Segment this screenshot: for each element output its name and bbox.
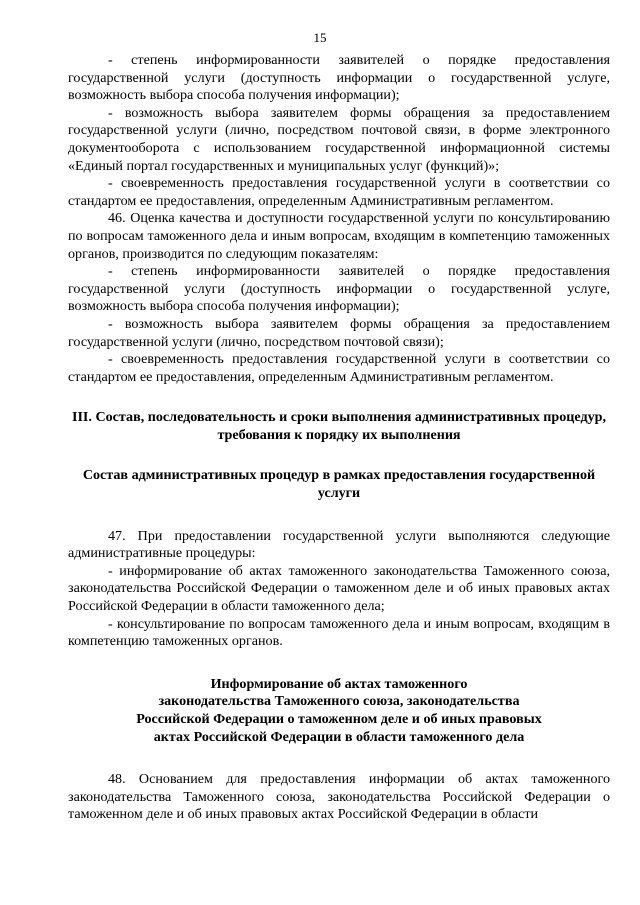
subheading-line: актах Российской Федерации в области таможенного дела	[153, 728, 525, 745]
paragraph: - своевременность предоставления государственной услуги в соответствии со стандартом ее предоставления, определенным Административным регламентом.	[68, 175, 610, 209]
paragraph-item-46: 46. Оценка качества и доступности государственной услуги по консультированию по вопросам таможенного дела и иным вопросам, входящим в компетенцию таможенных органов, производится по следующим показателям:	[68, 210, 610, 262]
subheading-line: законодательства Таможенного союза, законодательства	[158, 693, 520, 710]
subheading-line: Российской Федерации о таможенном деле и об иных правовых	[136, 711, 542, 727]
subheading-procedures: Состав административных процедур в рамках предоставления государственной услуги	[82, 467, 596, 502]
paragraph-item-47: 47. При предоставлении государственной услуги выполняются следующие административные процедуры:	[68, 527, 610, 562]
paragraph: - консультирование по вопросам таможенного дела и иным вопросам, входящим в компетенцию таможенных органов.	[68, 615, 610, 650]
paragraph-item-48: 48. Основанием для предоставления информации об актах таможенного законодательства Таможенного союза, законодательства Российской Федерации о таможенном деле и об иных правовых актах Российской Федерации в области	[68, 771, 610, 823]
page-number: 15	[313, 30, 327, 45]
paragraph: - степень информированности заявителей о порядке предоставления государственной услуги (доступность информации о государственной услуге, возможность выбора способа получения информации);	[68, 263, 610, 315]
paragraph: - своевременность предоставления государственной услуги в соответствии со стандартом ее предоставления, определенным Административным регламентом.	[68, 351, 610, 385]
paragraph: - степень информированности заявителей о порядке предоставления государственной услуги (доступность информации о государственной услуге, возможность выбора способа получения информации);	[68, 52, 610, 104]
section-heading: III. Состав, последовательность и сроки выполнения административных процедур, требования к порядку их выполнения	[71, 409, 607, 443]
paragraph: - информирование об актах таможенного законодательства Таможенного союза, законодательства Российской Федерации о таможенном деле и об иных правовых актах Российской Федерации в области таможенного дела;	[68, 562, 610, 615]
paragraph: - возможность выбора заявителем формы обращения за предоставлением государственной услуги (лично, посредством почтовой связи, в форме электронного документооборота с использованием государственной информационной системы «Единый портал государственных и муниципальных услуг (функций)»;	[68, 104, 610, 174]
subheading-line: Информирование об актах таможенного	[210, 675, 468, 692]
subheading-informing	[68, 676, 610, 746]
document-body	[68, 52, 610, 824]
paragraph: - возможность выбора заявителем формы обращения за предоставлением государственной услуги (лично, посредством почтовой связи);	[68, 315, 610, 350]
